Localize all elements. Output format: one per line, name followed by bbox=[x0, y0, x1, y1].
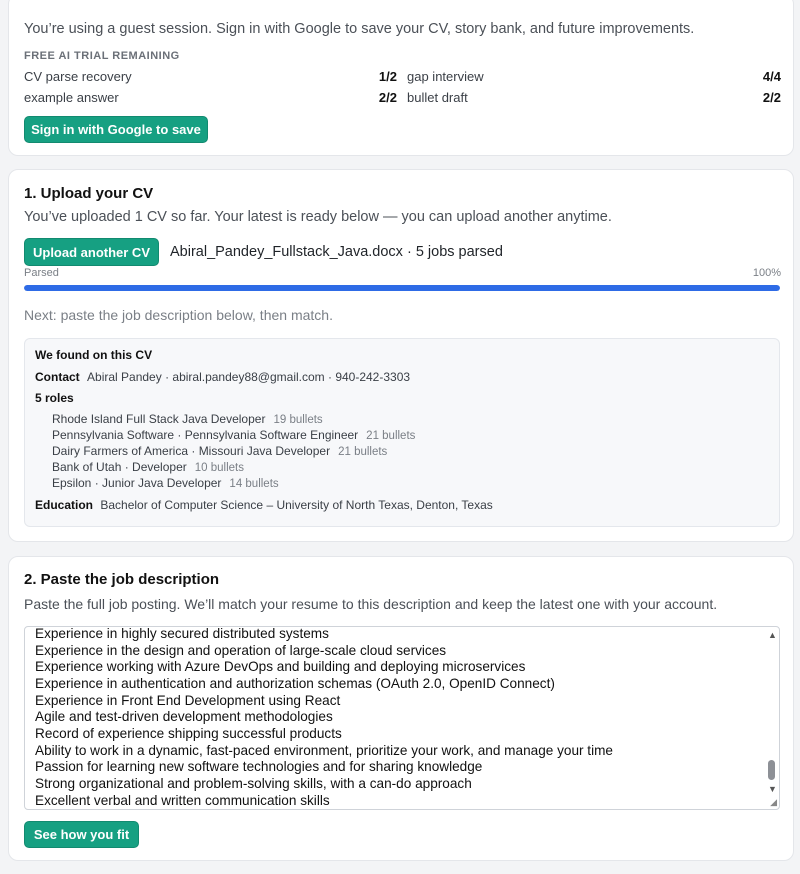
paste-instructions: Paste the full job posting. We’ll match your resume to this description and keep the latest one with your account. bbox=[24, 596, 718, 612]
job-description-textarea[interactable] bbox=[24, 626, 780, 810]
upload-section-title: 1. Upload your CV bbox=[24, 185, 154, 202]
upload-cv-card bbox=[8, 169, 794, 542]
progress-label: Parsed bbox=[24, 267, 59, 279]
role-bullet-count: 21 bullets bbox=[338, 446, 388, 458]
list-item bbox=[52, 460, 244, 474]
trial-label-bullet-draft: bullet draft bbox=[407, 90, 468, 105]
role-title: Dairy Farmers of America · Missouri Java Developer bbox=[52, 444, 331, 458]
resize-handle-icon[interactable]: ◢ bbox=[770, 797, 777, 807]
scroll-up-arrow-icon[interactable]: ▲ bbox=[768, 630, 777, 640]
education-row bbox=[35, 498, 493, 512]
trial-value-example-answer: 2/2 bbox=[378, 90, 397, 105]
role-bullet-count: 21 bullets bbox=[366, 430, 416, 442]
list-item bbox=[52, 412, 323, 426]
list-item bbox=[52, 428, 415, 442]
trial-label-example-answer: example answer bbox=[24, 90, 119, 105]
role-bullet-count: 19 bullets bbox=[273, 414, 323, 426]
job-description-line: Agile and test-driven development methodologies bbox=[35, 709, 333, 725]
paste-section-title: 2. Paste the job description bbox=[24, 571, 220, 588]
role-title: Pennsylvania Software · Pennsylvania Software Engineer bbox=[52, 428, 359, 442]
role-title: Epsilon · Junior Java Developer bbox=[52, 476, 222, 490]
job-description-line: Ability to work in a dynamic, fast-paced environment, prioritize your work, and manage your time bbox=[35, 742, 613, 758]
guest-session-message: You’re using a guest session. Sign in with Google to save your CV, story bank, and future improvements. bbox=[24, 21, 695, 37]
roles-heading: 5 roles bbox=[35, 391, 74, 405]
job-description-line: Excellent verbal and written communication skills bbox=[35, 792, 330, 808]
cv-summary-heading: We found on this CV bbox=[35, 348, 153, 362]
paste-job-card bbox=[8, 556, 794, 861]
next-step-hint: Next: paste the job description below, then match. bbox=[24, 307, 333, 323]
progress-percent: 100% bbox=[752, 267, 781, 279]
job-description-text bbox=[35, 626, 765, 809]
list-item bbox=[52, 444, 387, 458]
uploaded-file-info: Abiral_Pandey_Fullstack_Java.docx · 5 jobs parsed bbox=[170, 244, 503, 260]
sign-in-google-button[interactable]: Sign in with Google to save bbox=[24, 116, 208, 143]
trial-value-gap-interview: 4/4 bbox=[762, 69, 781, 84]
role-bullet-count: 10 bullets bbox=[194, 462, 244, 474]
cv-summary-box bbox=[24, 338, 780, 527]
job-description-line: Experience in Front End Development using React bbox=[35, 692, 341, 708]
job-description-line: Strong organizational and problem-solving skills, with a can-do approach bbox=[35, 775, 472, 791]
job-description-line: Record of experience shipping successful products bbox=[35, 725, 342, 741]
education-label: Education bbox=[35, 498, 94, 512]
education-value: Bachelor of Computer Science – University of North Texas, Denton, Texas bbox=[100, 498, 493, 512]
job-description-line: Passion for learning new software technologies and for sharing knowledge bbox=[35, 759, 483, 775]
list-item bbox=[52, 476, 279, 490]
upload-another-cv-button[interactable]: Upload another CV bbox=[24, 238, 159, 266]
trial-value-cv-parse: 1/2 bbox=[378, 69, 397, 84]
progress-bar-fill bbox=[24, 285, 780, 291]
role-title: Rhode Island Full Stack Java Developer bbox=[52, 412, 266, 426]
trial-heading: FREE AI TRIAL REMAINING bbox=[24, 50, 180, 62]
scrollbar-thumb[interactable] bbox=[768, 760, 775, 780]
job-description-line: Experience in authentication and authorization schemas (OAuth 2.0, OpenID Connect) bbox=[35, 675, 555, 691]
trial-value-bullet-draft: 2/2 bbox=[762, 90, 781, 105]
trial-label-cv-parse: CV parse recovery bbox=[24, 69, 132, 84]
contact-value: Abiral Pandey · abiral.pandey88@gmail.com · 940-242-3303 bbox=[87, 370, 411, 384]
guest-session-card bbox=[8, 0, 794, 156]
scroll-down-arrow-icon[interactable]: ▼ bbox=[768, 784, 777, 794]
textarea-scrollbar[interactable] bbox=[765, 627, 779, 809]
progress-bar bbox=[24, 285, 780, 291]
trial-label-gap-interview: gap interview bbox=[407, 69, 484, 84]
job-description-line: Experience in the design and operation of large-scale cloud services bbox=[35, 642, 447, 658]
role-bullet-count: 14 bullets bbox=[229, 478, 279, 490]
contact-label: Contact bbox=[35, 370, 80, 384]
role-title: Bank of Utah · Developer bbox=[52, 460, 187, 474]
see-how-you-fit-button[interactable]: See how you fit bbox=[24, 821, 139, 848]
job-description-line: Experience in highly secured distributed systems bbox=[35, 626, 329, 641]
upload-status-text: You’ve uploaded 1 CV so far. Your latest is ready below — you can upload another anytime. bbox=[24, 209, 612, 225]
job-description-line: Experience working with Azure DevOps and building and deploying microservices bbox=[35, 659, 526, 675]
contact-row bbox=[35, 370, 410, 384]
